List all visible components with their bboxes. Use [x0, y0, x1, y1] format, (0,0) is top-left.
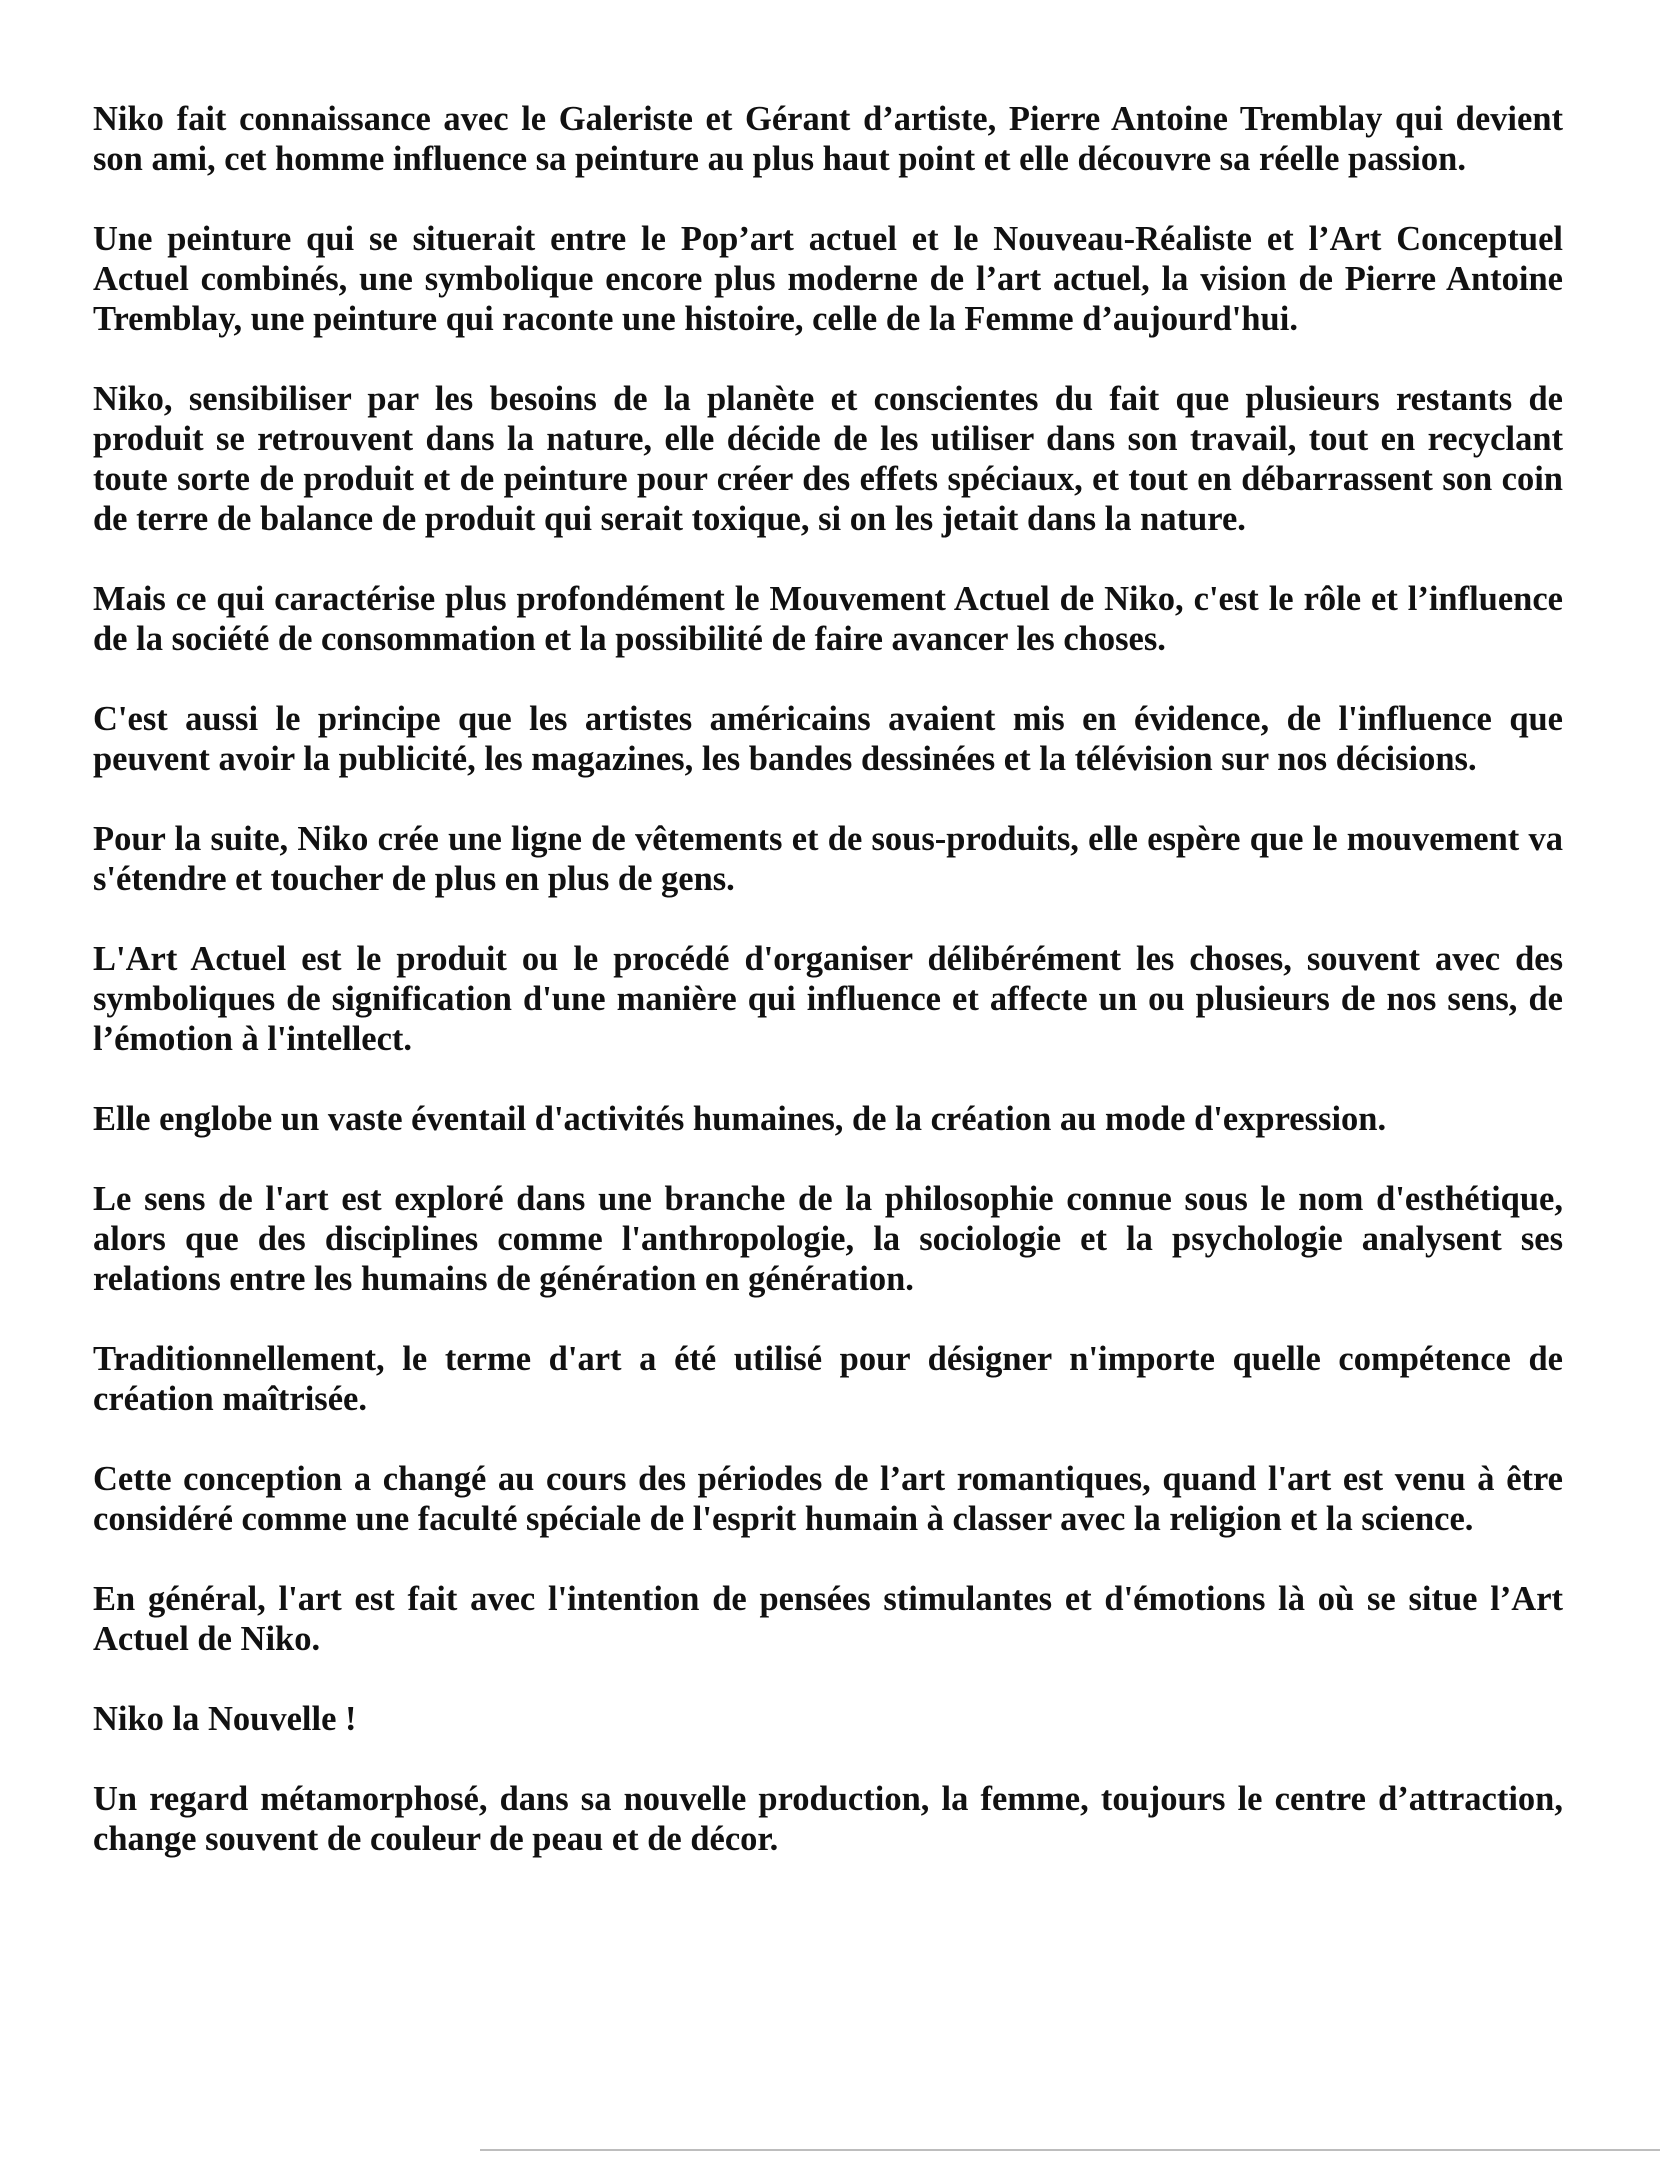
page-bottom-rule	[480, 2149, 1660, 2151]
document-body	[93, 99, 1563, 1859]
paragraph: Un regard métamorphosé, dans sa nouvelle production, la femme, toujours le centre d’attraction, change souvent de couleur de peau et de décor.	[93, 1780, 1563, 1858]
paragraph: L'Art Actuel est le produit ou le procédé d'organiser délibérément les choses, souvent avec des symboliques de signification d'une manière qui influence et affecte un ou plusieurs de nos sens, de l’émotion à l'intellect.	[93, 940, 1563, 1058]
paragraph: Le sens de l'art est exploré dans une branche de la philosophie connue sous le nom d'esthétique, alors que des disciplines comme l'anthropologie, la sociologie et la psychologie analysent ses relations entre les humains de génération en génération.	[93, 1180, 1563, 1298]
paragraph: Une peinture qui se situerait entre le Pop’art actuel et le Nouveau-Réaliste et l’Art Conceptuel Actuel combinés, une symbolique encore plus moderne de l’art actuel, la vision de Pierre Antoine Tremblay, une peinture qui raconte une histoire, celle de la Femme d’aujourd'hui.	[93, 220, 1563, 338]
paragraph: Mais ce qui caractérise plus profondément le Mouvement Actuel de Niko, c'est le rôle et l’influence de la société de consommation et la possibilité de faire avancer les choses.	[93, 580, 1563, 658]
paragraph: Pour la suite, Niko crée une ligne de vêtements et de sous-produits, elle espère que le mouvement va s'étendre et toucher de plus en plus de gens.	[93, 820, 1563, 898]
paragraph: En général, l'art est fait avec l'intention de pensées stimulantes et d'émotions là où se situe l’Art Actuel de Niko.	[93, 1580, 1563, 1658]
paragraph: Elle englobe un vaste éventail d'activités humaines, de la création au mode d'expression.	[93, 1100, 1387, 1138]
paragraph: Niko fait connaissance avec le Galeriste et Gérant d’artiste, Pierre Antoine Tremblay qui devient son ami, cet homme influence sa peinture au plus haut point et elle découvre sa réelle passion.	[93, 100, 1563, 178]
paragraph: Traditionnellement, le terme d'art a été utilisé pour désigner n'importe quelle compétence de création maîtrisée.	[93, 1340, 1563, 1418]
paragraph: Niko, sensibiliser par les besoins de la planète et conscientes du fait que plusieurs restants de produit se retrouvent dans la nature, elle décide de les utiliser dans son travail, tout en recyclant toute sorte de produit et de peinture pour créer des effets spéciaux, et tout en débarrassent son coin de terre de balance de produit qui serait toxique, si on les jetait dans la nature.	[93, 380, 1563, 538]
paragraph: Niko la Nouvelle !	[93, 1700, 357, 1738]
paragraph: C'est aussi le principe que les artistes américains avaient mis en évidence, de l'influence que peuvent avoir la publicité, les magazines, les bandes dessinées et la télévision sur nos décisions.	[93, 700, 1563, 778]
paragraph: Cette conception a changé au cours des périodes de l’art romantiques, quand l'art est venu à être considéré comme une faculté spéciale de l'esprit humain à classer avec la religion et la science.	[93, 1460, 1563, 1538]
